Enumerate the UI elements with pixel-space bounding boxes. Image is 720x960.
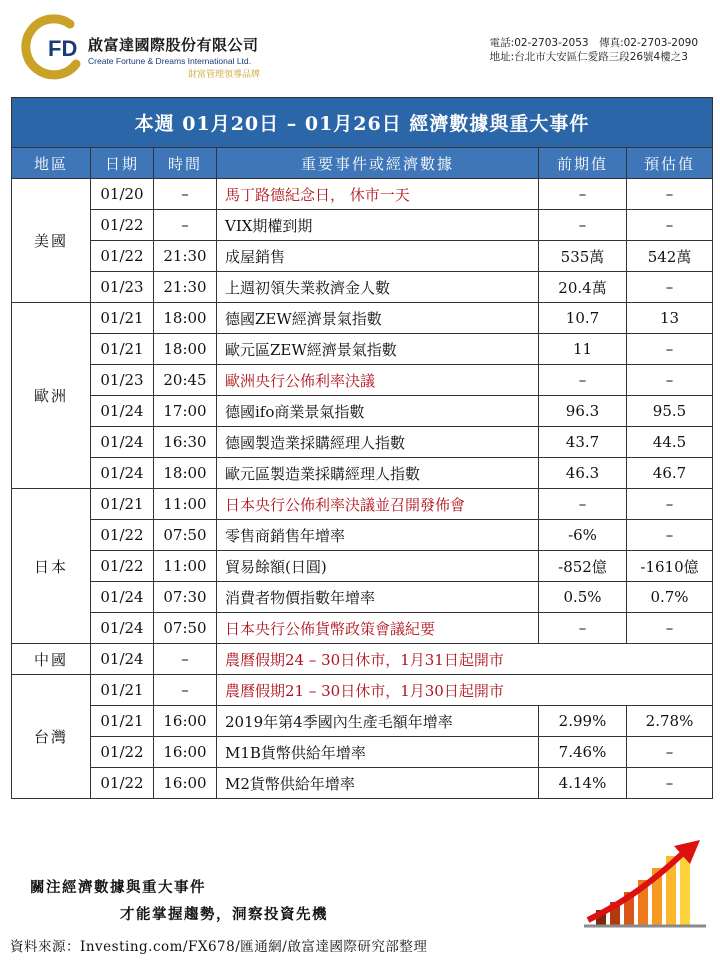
table-row: [12, 551, 713, 582]
table-row: [12, 210, 713, 241]
header-event: 重要事件或經濟數據: [217, 148, 539, 179]
event-cell: VIX期權到期: [217, 210, 539, 241]
time-cell: 17:00: [154, 396, 217, 427]
event-cell: 德國ifo商業景氣指數: [217, 396, 539, 427]
header-time: 時間: [154, 148, 217, 179]
event-cell: 日本央行公佈貨幣政策會議紀要: [217, 613, 539, 644]
time-cell: 07:30: [154, 582, 217, 613]
forecast-value-cell: 0.7%: [627, 582, 713, 613]
time-cell: 07:50: [154, 520, 217, 551]
table-title-row: [12, 98, 713, 148]
table-row: [12, 737, 713, 768]
event-cell: 2019年第4季國內生產毛額年增率: [217, 706, 539, 737]
previous-value-cell: –: [539, 365, 627, 396]
previous-value-cell: –: [539, 179, 627, 210]
event-cell: 零售商銷售年增率: [217, 520, 539, 551]
date-cell: 01/21: [91, 303, 154, 334]
table-row: [12, 706, 713, 737]
previous-value-cell: 0.5%: [539, 582, 627, 613]
date-cell: 01/21: [91, 706, 154, 737]
forecast-value-cell: 95.5: [627, 396, 713, 427]
event-cell: M1B貨幣供給年增率: [217, 737, 539, 768]
event-cell: 德國ZEW經濟景氣指數: [217, 303, 539, 334]
date-cell: 01/24: [91, 582, 154, 613]
date-cell: 01/21: [91, 334, 154, 365]
table-row: [12, 303, 713, 334]
time-cell: 20:45: [154, 365, 217, 396]
rising-bars-graphic: [578, 836, 710, 932]
previous-value-cell: 46.3: [539, 458, 627, 489]
event-cell: 貿易餘額(日圓): [217, 551, 539, 582]
date-cell: 01/22: [91, 737, 154, 768]
events-table: [11, 97, 713, 799]
forecast-value-cell: –: [627, 768, 713, 799]
table-row: [12, 179, 713, 210]
previous-value-cell: 4.14%: [539, 768, 627, 799]
region-cell: 歐洲: [12, 303, 91, 489]
forecast-value-cell: –: [627, 210, 713, 241]
time-cell: 18:00: [154, 458, 217, 489]
footer-slogan-2: 才能掌握趨勢，洞察投資先機: [120, 906, 328, 923]
table-row: [12, 644, 713, 675]
table-header-row: [12, 148, 713, 179]
table-row: [12, 613, 713, 644]
table-row: [12, 241, 713, 272]
table-row: [12, 365, 713, 396]
region-cell: 台灣: [12, 675, 91, 799]
date-cell: 01/24: [91, 427, 154, 458]
forecast-value-cell: –: [627, 737, 713, 768]
table-row: [12, 458, 713, 489]
date-cell: 01/24: [91, 458, 154, 489]
event-cell: 德國製造業採購經理人指數: [217, 427, 539, 458]
letterhead: [0, 0, 720, 96]
forecast-value-cell: –: [627, 179, 713, 210]
forecast-value-cell: 542萬: [627, 241, 713, 272]
previous-value-cell: 2.99%: [539, 706, 627, 737]
previous-value-cell: 11: [539, 334, 627, 365]
company-logo: [18, 12, 88, 82]
table-row: [12, 427, 713, 458]
previous-value-cell: -852億: [539, 551, 627, 582]
previous-value-cell: -6%: [539, 520, 627, 551]
forecast-value-cell: –: [627, 613, 713, 644]
time-cell: –: [154, 179, 217, 210]
event-cell: M2貨幣供給年增率: [217, 768, 539, 799]
table-row: [12, 520, 713, 551]
header-date: 日期: [91, 148, 154, 179]
date-cell: 01/22: [91, 551, 154, 582]
table-row: [12, 272, 713, 303]
date-cell: 01/23: [91, 365, 154, 396]
previous-value-cell: –: [539, 489, 627, 520]
table-row: [12, 768, 713, 799]
date-cell: 01/22: [91, 241, 154, 272]
event-cell: 農曆假期21 – 30日休市，1月30日起開市: [217, 675, 713, 706]
region-cell: 中國: [12, 644, 91, 675]
previous-value-cell: 43.7: [539, 427, 627, 458]
footer-slogan-1: 關注經濟數據與重大事件: [30, 879, 206, 896]
date-cell: 01/24: [91, 644, 154, 675]
time-cell: 07:50: [154, 613, 217, 644]
event-cell: 歐元區ZEW經濟景氣指數: [217, 334, 539, 365]
event-cell: 歐元區製造業採購經理人指數: [217, 458, 539, 489]
time-cell: 11:00: [154, 551, 217, 582]
table-row: [12, 489, 713, 520]
svg-text:FD: FD: [48, 36, 78, 61]
date-cell: 01/20: [91, 179, 154, 210]
contact-info: [490, 36, 698, 64]
source-note: 資料來源：Investing.com/FX678/匯通網/啟富達國際研究部整理: [10, 939, 428, 955]
event-cell: 成屋銷售: [217, 241, 539, 272]
company-name-en: Create Fortune & Dreams International Ltd.: [88, 56, 251, 66]
time-cell: –: [154, 210, 217, 241]
forecast-value-cell: 2.78%: [627, 706, 713, 737]
header-forecast: 預估值: [627, 148, 713, 179]
event-cell: 消費者物價指數年增率: [217, 582, 539, 613]
date-cell: 01/22: [91, 768, 154, 799]
table-row: [12, 675, 713, 706]
time-cell: 18:00: [154, 334, 217, 365]
forecast-value-cell: -1610億: [627, 551, 713, 582]
event-cell: 上週初領失業救濟金人數: [217, 272, 539, 303]
address: 地址:台北市大安區仁愛路三段26號4樓之3: [489, 51, 688, 63]
previous-value-cell: –: [539, 613, 627, 644]
date-cell: 01/21: [91, 489, 154, 520]
header-previous: 前期值: [539, 148, 627, 179]
table-row: [12, 582, 713, 613]
previous-value-cell: 96.3: [539, 396, 627, 427]
time-cell: 16:30: [154, 427, 217, 458]
company-tagline: 財富管理領導品牌: [188, 70, 261, 80]
date-cell: 01/24: [91, 613, 154, 644]
event-cell: 日本央行公佈利率決議並召開發佈會: [217, 489, 539, 520]
previous-value-cell: 7.46%: [539, 737, 627, 768]
phone-fax: 電話:02-2703-2053 傳真:02-2703-2090: [489, 37, 698, 49]
event-cell: 馬丁路德紀念日， 休市一天: [217, 179, 539, 210]
date-cell: 01/22: [91, 210, 154, 241]
table-row: [12, 396, 713, 427]
company-name-cn: 啟富達國際股份有限公司: [88, 36, 259, 54]
time-cell: 16:00: [154, 706, 217, 737]
header-region: 地區: [12, 148, 91, 179]
forecast-value-cell: –: [627, 272, 713, 303]
date-cell: 01/21: [91, 675, 154, 706]
event-cell: 歐洲央行公佈利率決議: [217, 365, 539, 396]
event-cell: 農曆假期24 – 30日休市，1月31日起開市: [217, 644, 713, 675]
time-cell: –: [154, 644, 217, 675]
previous-value-cell: –: [539, 210, 627, 241]
events-table-wrapper: [11, 97, 712, 799]
table-title: 本週 01月20日 – 01月26日 經濟數據與重大事件: [12, 98, 713, 148]
time-cell: 21:30: [154, 272, 217, 303]
forecast-value-cell: 46.7: [627, 458, 713, 489]
region-cell: 日本: [12, 489, 91, 644]
date-cell: 01/22: [91, 520, 154, 551]
previous-value-cell: 20.4萬: [539, 272, 627, 303]
forecast-value-cell: 44.5: [627, 427, 713, 458]
company-block: [88, 34, 260, 80]
previous-value-cell: 535萬: [539, 241, 627, 272]
time-cell: –: [154, 675, 217, 706]
date-cell: 01/24: [91, 396, 154, 427]
forecast-value-cell: –: [627, 334, 713, 365]
forecast-value-cell: 13: [627, 303, 713, 334]
time-cell: 18:00: [154, 303, 217, 334]
forecast-value-cell: –: [627, 520, 713, 551]
time-cell: 21:30: [154, 241, 217, 272]
time-cell: 11:00: [154, 489, 217, 520]
table-row: [12, 334, 713, 365]
region-cell: 美國: [12, 179, 91, 303]
previous-value-cell: 10.7: [539, 303, 627, 334]
date-cell: 01/23: [91, 272, 154, 303]
forecast-value-cell: –: [627, 365, 713, 396]
time-cell: 16:00: [154, 737, 217, 768]
time-cell: 16:00: [154, 768, 217, 799]
forecast-value-cell: –: [627, 489, 713, 520]
